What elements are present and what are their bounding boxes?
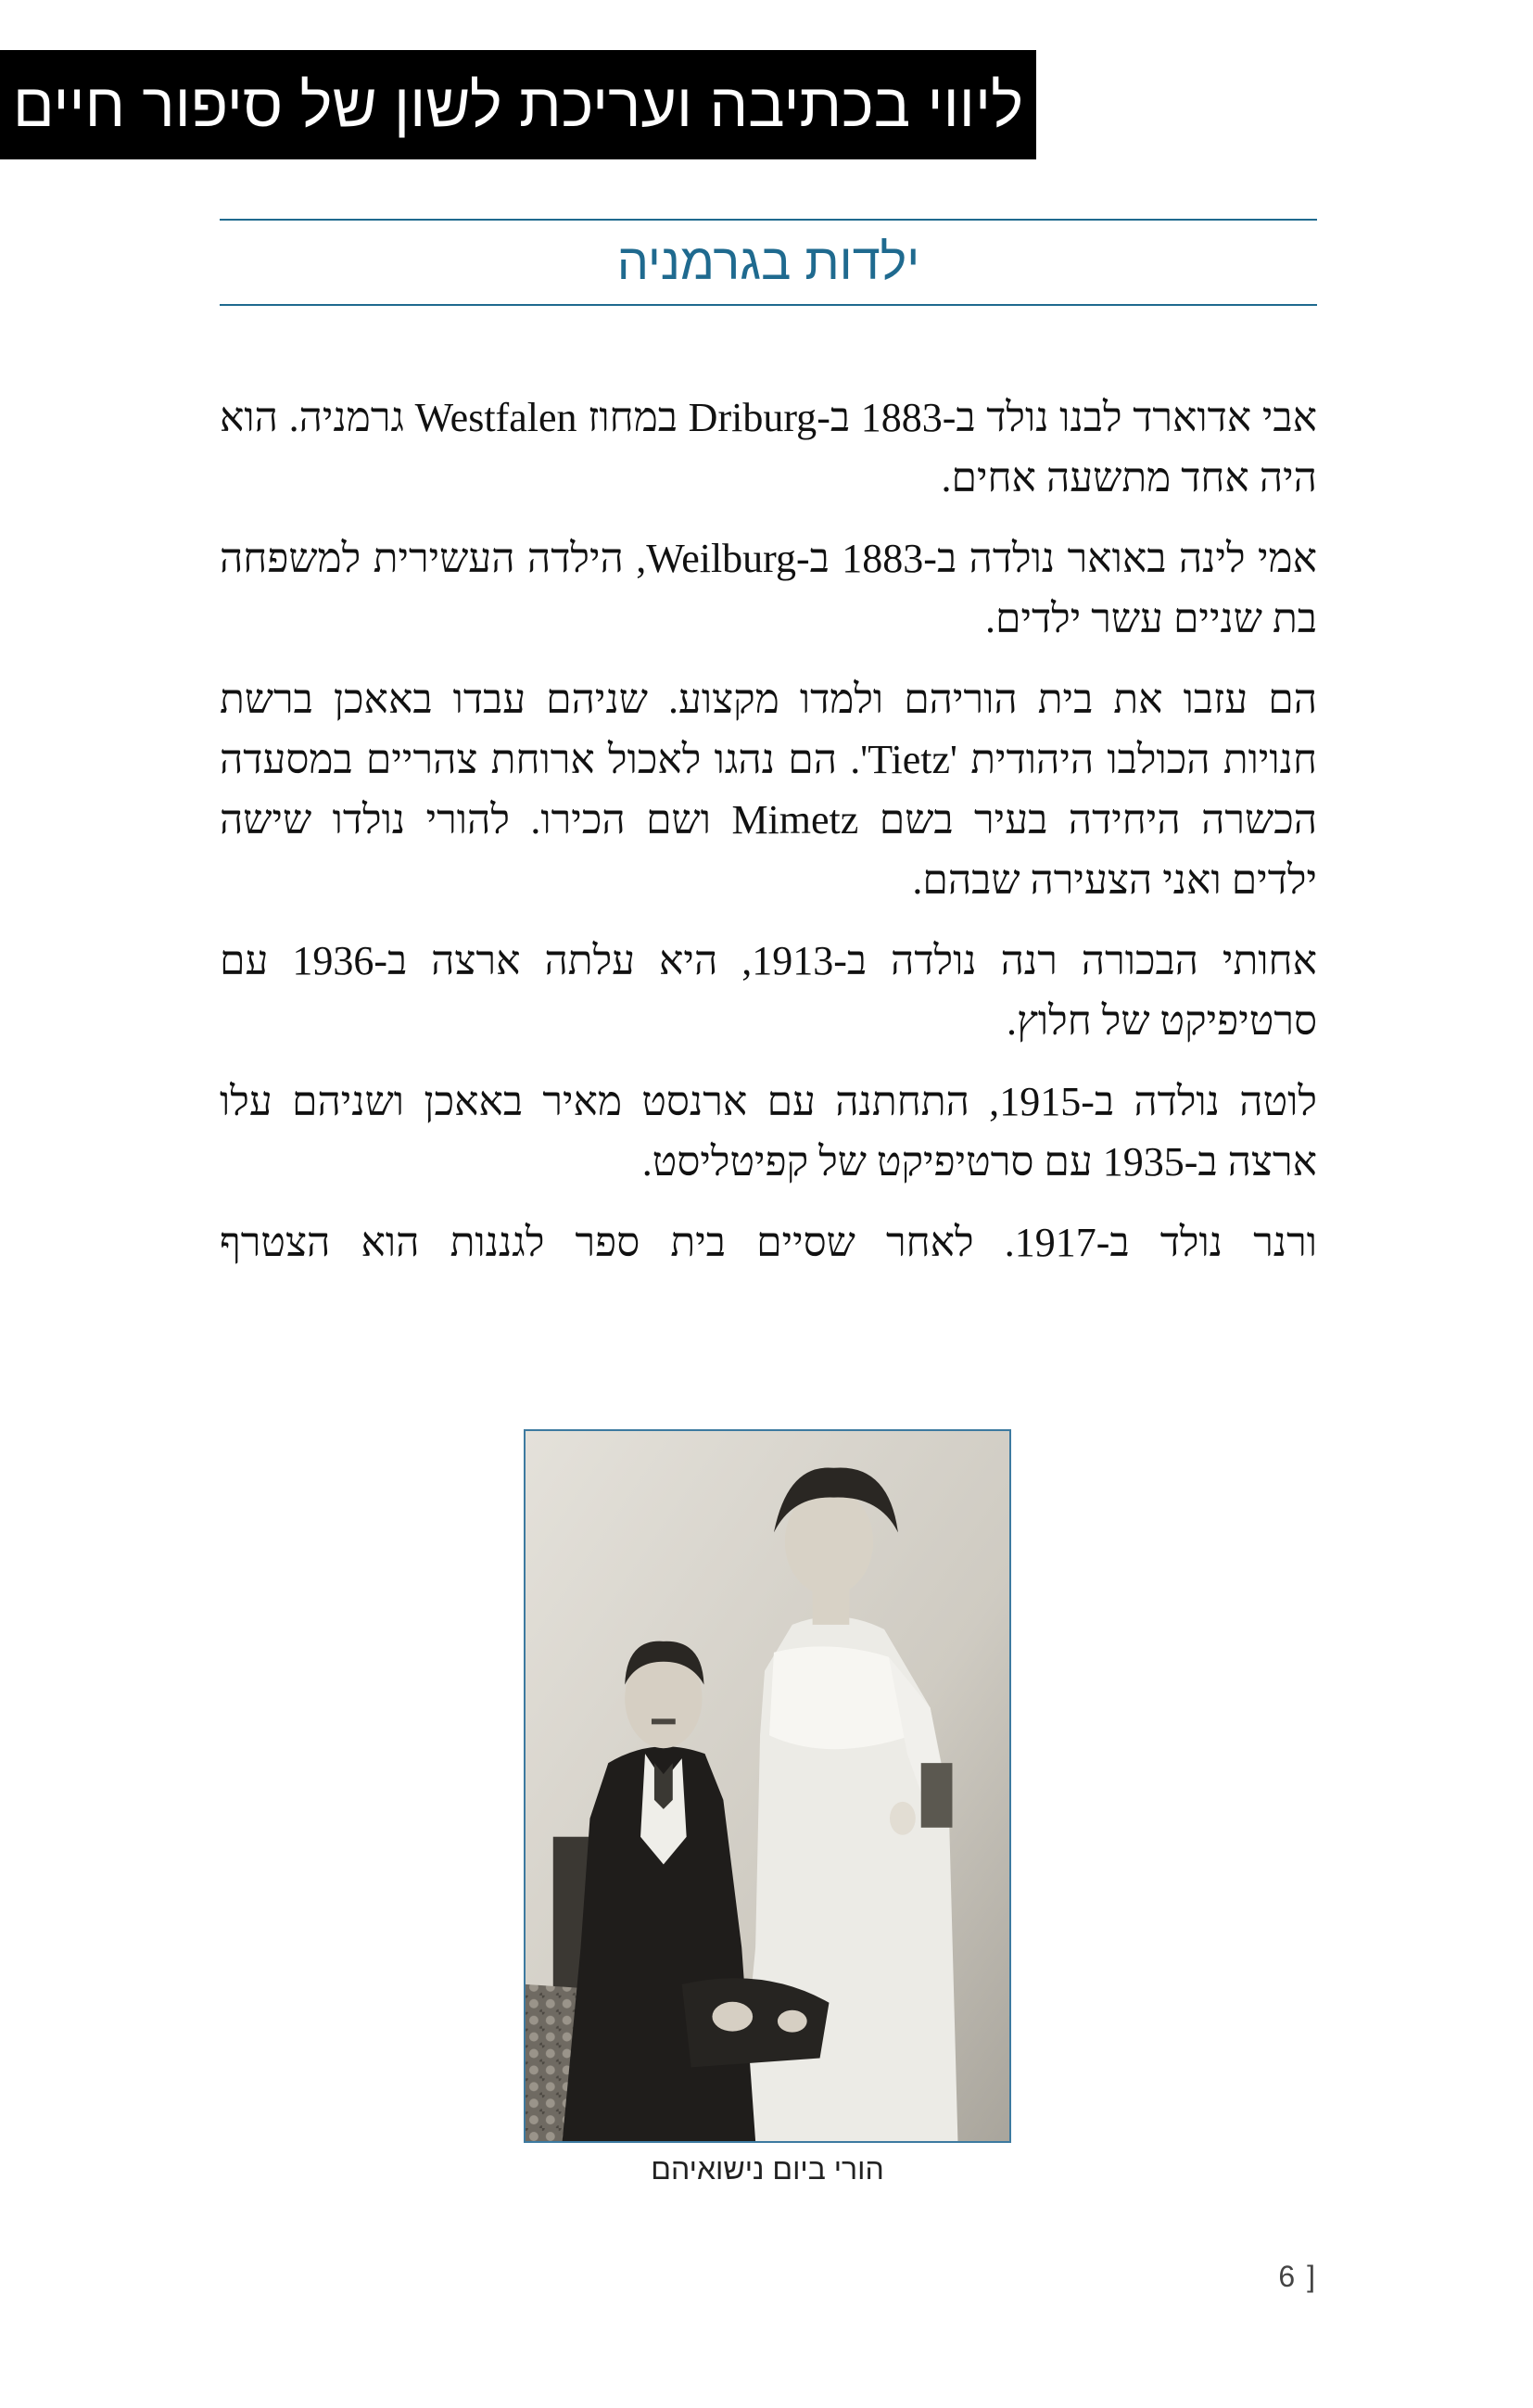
page-number: 6 ] [1278, 2260, 1317, 2293]
paragraph: אבי אדוארד לבנו נולד ב-1883 ב-Driburg במחוז Westfalen גרמניה. הוא היה אחד מתשעה אחים. [220, 395, 1318, 501]
book-title-banner: ליווי בכתיבה ועריכת לשון של סיפור חיים [0, 50, 1036, 159]
wedding-photo-illustration [526, 1431, 1009, 2141]
section-rule-bottom [220, 304, 1317, 306]
wedding-photo [524, 1429, 1011, 2143]
section-title: ילדות בגרמניה [616, 234, 920, 290]
paragraph: אמי לינה באואר נולדה ב-1883 ב-Weilburg, הילדה העשירית למשפחה בת שניים עשר ילדים. [220, 536, 1318, 641]
paragraph: הם עזבו את בית הוריהם ולמדו מקצוע. שניהם עבדו באאכן ברשת חנויות הכולבו היהודית 'Tietz'. הם נהגו לאכול ארוחת צהריים במסעדה הכשרה היחידה בעיר בשם Mimetz ושם הכירו. להורי נולדו שישה ילדים ואני הצעירה שבהם. [220, 677, 1318, 903]
body-text [220, 387, 1317, 1293]
paragraph: לוטה נולדה ב-1915, התחתנה עם ארנסט מאיר באאכן ושניהם עלו ארצה ב-1935 עם סרטיפיקט של קפיטליסט. [220, 1079, 1317, 1185]
paragraph: ורנר נולד ב-1917. לאחר שסיים בית ספר לגננות הוא הצטרף [220, 1220, 1317, 1265]
photo-caption: הורי ביום נישואיהם [651, 2152, 884, 2186]
paragraph: אחותי הבכורה רנה נולדה ב-1913, היא עלתה ארצה ב-1936 עם סרטיפיקט של חלוץ. [220, 938, 1317, 1044]
